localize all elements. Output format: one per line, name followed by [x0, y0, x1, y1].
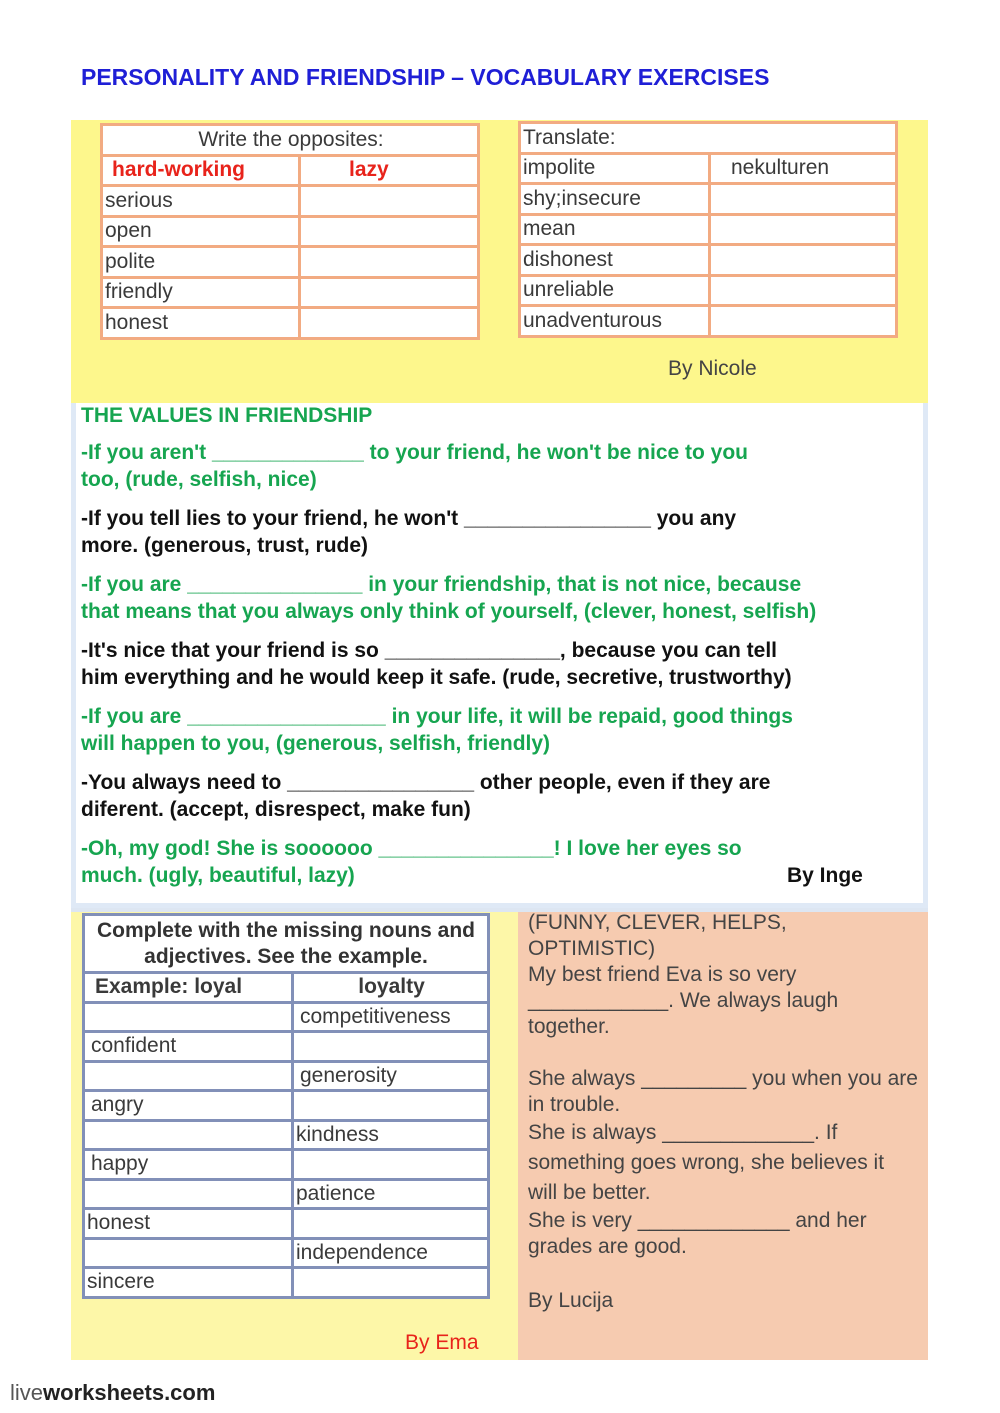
- values-sentence: -If you tell lies to your friend, he won't ________________ you any more. (generous, trust, rude): [81, 507, 737, 557]
- author-lucija: By Lucija: [528, 1289, 614, 1312]
- nouns-noun-cell[interactable]: [293, 1268, 489, 1298]
- liveworksheets-logo: liveworksheets.com: [10, 1380, 216, 1405]
- lucija-paragraph: She is always _____________. If something goes wrong, she believes it will be better.: [528, 1121, 885, 1204]
- translate-word: shy;insecure: [520, 184, 710, 215]
- nouns-example-adjective: Example: loyal: [84, 973, 293, 1003]
- translate-word: mean: [520, 214, 710, 245]
- author-ema: By Ema: [405, 1331, 479, 1354]
- values-sentence: -If you aren't _____________ to your friend, he won't be nice to you too, (rude, selfish, nice): [81, 441, 749, 491]
- nouns-noun-cell: kindness: [293, 1120, 489, 1150]
- nouns-noun-cell: generosity: [293, 1061, 489, 1091]
- values-sentence: -It's nice that your friend is so _______________, because you can tell him everything and he would keep it safe. (rude, secretive, trustworthy): [81, 639, 792, 689]
- nouns-noun-cell[interactable]: [293, 1150, 489, 1180]
- nouns-instruction: Complete with the missing nouns and adjectives. See the example.: [84, 915, 489, 973]
- nouns-adjective-cell: angry: [84, 1091, 293, 1121]
- translate-answer-cell[interactable]: [710, 275, 897, 306]
- nouns-adjective-cell: happy: [84, 1150, 293, 1180]
- nouns-adjective-cell[interactable]: [84, 1120, 293, 1150]
- page-title: PERSONALITY AND FRIENDSHIP – VOCABULARY EXERCISES: [81, 64, 770, 90]
- translate-answer-cell: nekulturen: [710, 153, 897, 184]
- opposites-word: friendly: [102, 277, 300, 308]
- nouns-table: [82, 913, 490, 1299]
- nouns-noun-cell[interactable]: [293, 1091, 489, 1121]
- values-sentence: -If you are _________________ in your life, it will be repaid, good things will happen to you, (generous, selfish, friendly): [81, 705, 793, 755]
- nouns-noun-cell: independence: [293, 1238, 489, 1268]
- translate-header: Translate:: [520, 123, 897, 154]
- opposites-header: Write the opposites:: [102, 125, 479, 156]
- lucija-paragraph: She is very _____________ and her grades are good.: [528, 1209, 867, 1258]
- nouns-noun-cell[interactable]: [293, 1032, 489, 1062]
- values-sentence: -Oh, my god! She is soooooo _______________! I love her eyes so much. (ugly, beautiful, lazy) By Inge: [81, 837, 863, 887]
- translate-table: [518, 121, 898, 338]
- nouns-adjective-cell[interactable]: [84, 1179, 293, 1209]
- values-section: [81, 404, 921, 901]
- values-heading: THE VALUES IN FRIENDSHIP: [81, 404, 373, 427]
- nouns-adjective-cell[interactable]: [84, 1002, 293, 1032]
- opposites-example-word: hard-working: [102, 155, 300, 186]
- translate-word: unreliable: [520, 275, 710, 306]
- nouns-adjective-cell: honest: [84, 1209, 293, 1239]
- translate-answer-cell[interactable]: [710, 184, 897, 215]
- opposites-answer-cell[interactable]: [300, 277, 479, 308]
- translate-answer-cell[interactable]: [710, 306, 897, 337]
- translate-answer-cell[interactable]: [710, 214, 897, 245]
- values-sentence: -If you are _______________ in your friendship, that is not nice, because that means that you always only think of yourself, (clever, honest, selfish): [81, 573, 817, 623]
- lucija-text: [528, 910, 918, 1314]
- author-nicole: By Nicole: [668, 357, 757, 380]
- nouns-noun-cell[interactable]: [293, 1209, 489, 1239]
- nouns-noun-cell: patience: [293, 1179, 489, 1209]
- opposites-answer-cell[interactable]: [300, 308, 479, 339]
- nouns-adjective-cell[interactable]: [84, 1061, 293, 1091]
- opposites-word: open: [102, 216, 300, 247]
- opposites-answer-cell[interactable]: [300, 247, 479, 278]
- translate-word: dishonest: [520, 245, 710, 276]
- translate-word: impolite: [520, 153, 710, 184]
- lucija-paragraph: She always _________ you when you are in trouble.: [528, 1067, 918, 1116]
- translate-answer-cell[interactable]: [710, 245, 897, 276]
- opposites-table: [100, 123, 480, 340]
- nouns-example-noun: loyalty: [293, 973, 489, 1003]
- opposites-word: polite: [102, 247, 300, 278]
- lucija-word-list: (FUNNY, CLEVER, HELPS, OPTIMISTIC): [528, 911, 787, 960]
- translate-word: unadventurous: [520, 306, 710, 337]
- opposites-answer-cell[interactable]: [300, 216, 479, 247]
- lucija-paragraph: My best friend Eva is so very ____________. We always laugh together.: [528, 963, 839, 1038]
- opposites-word: serious: [102, 186, 300, 217]
- nouns-adjective-cell: confident: [84, 1032, 293, 1062]
- nouns-adjective-cell: sincere: [84, 1268, 293, 1298]
- opposites-word: honest: [102, 308, 300, 339]
- opposites-answer-cell[interactable]: [300, 186, 479, 217]
- values-sentence: -You always need to ________________ other people, even if they are diferent. (accept, disrespect, make fun): [81, 771, 771, 821]
- author-inge: By Inge: [787, 864, 863, 887]
- opposites-example-answer: lazy: [300, 155, 479, 186]
- nouns-noun-cell: competitiveness: [293, 1002, 489, 1032]
- nouns-adjective-cell[interactable]: [84, 1238, 293, 1268]
